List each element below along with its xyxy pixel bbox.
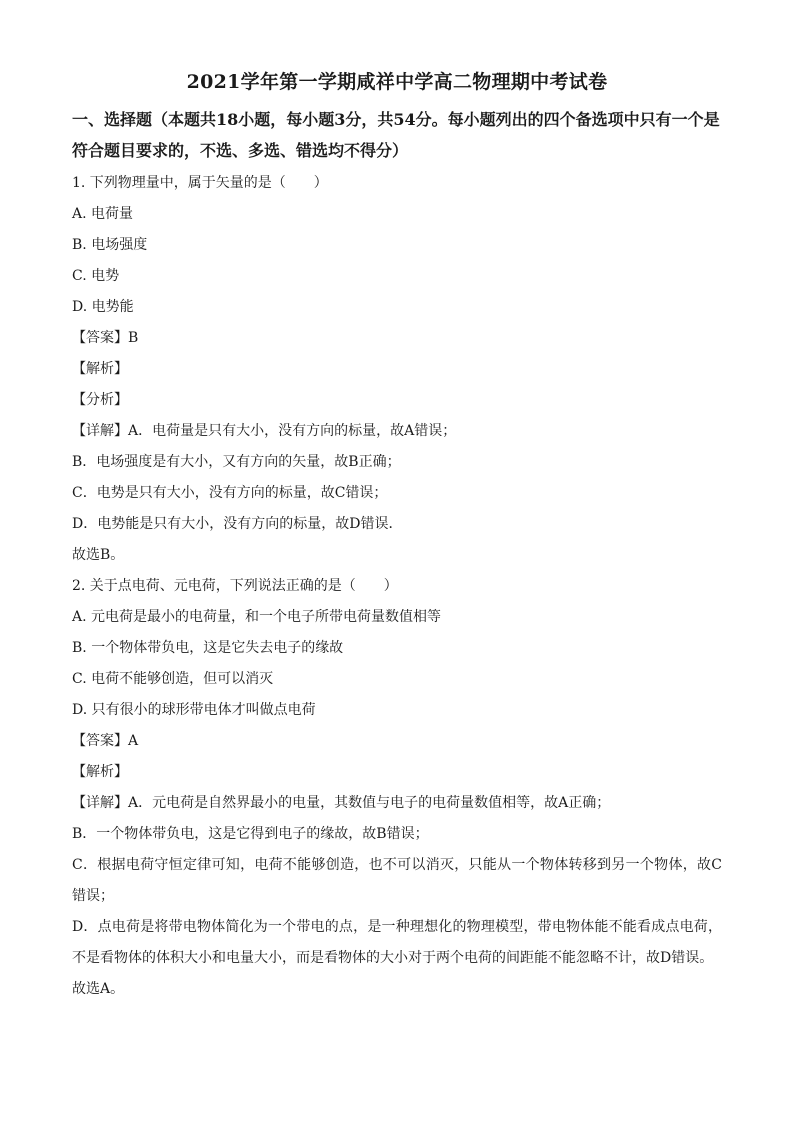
question-1-conclusion: 故选B。: [72, 547, 125, 563]
question-2-option-c: C. 电荷不能够创造，但可以消灭: [72, 671, 274, 687]
question-1-answer: 【答案】B: [72, 330, 139, 346]
question-2-detail-c: C．根据电荷守恒定律可知，电荷不能够创造，也不可以消灭，只能从一个物体转移到另一个物体，故C错误；: [72, 857, 722, 904]
question-2-answer: 【答案】A: [72, 733, 139, 749]
question-2-detail-b: B．一个物体带负电，这是它得到电子的缘故，故B错误；: [72, 826, 429, 842]
question-1-option-a: A. 电荷量: [72, 206, 134, 222]
question-1-detail-b: B．电场强度是有大小，又有方向的矢量，故B正确；: [72, 454, 401, 470]
question-2-conclusion: 故选A。: [72, 981, 125, 997]
question-1-detail-c: C．电势是只有大小，没有方向的标量，故C错误；: [72, 485, 388, 501]
question-1-analysis-label: 【解析】: [72, 361, 128, 377]
question-1-sub-label: 【分析】: [72, 392, 128, 408]
section-heading: 一、选择题（本题共18小题，每小题3分，共54分。每小题列出的四个备选项中只有一个是符合题目要求的，不选、多选、错选均不得分）: [72, 110, 720, 160]
question-2-option-b: B. 一个物体带负电，这是它失去电子的缘故: [72, 640, 344, 656]
question-1-option-c: C. 电势: [72, 268, 120, 284]
question-2-detail-d: D．点电荷是将带电物体简化为一个带电的点，是一种理想化的物理模型，带电物体能不能看成点电荷，不是看物体的体积大小和电量大小，而是看物体的大小对于两个电荷的间距能不能忽略不计，故D错误。: [72, 919, 722, 966]
question-2-option-d: D. 只有很小的球形带电体才叫做点电荷: [72, 702, 316, 718]
question-2-option-a: A. 元电荷是最小的电荷量，和一个电子所带电荷量数值相等: [72, 609, 442, 625]
question-2-analysis-label: 【解析】: [72, 764, 128, 780]
question-1-option-b: B. 电场强度: [72, 237, 148, 253]
question-2-detail-a: 【详解】A．元电荷是自然界最小的电量，其数值与电子的电荷量数值相等，故A正确；: [72, 795, 611, 811]
question-1-option-d: D. 电势能: [72, 299, 134, 315]
question-1-detail-a: 【详解】A．电荷量是只有大小，没有方向的标量，故A错误；: [72, 423, 457, 439]
question-1-detail-d: D．电势能是只有大小，没有方向的标量，故D错误．: [72, 516, 403, 532]
question-2-stem: 2. 关于点电荷、元电荷，下列说法正确的是（ ）: [72, 578, 398, 594]
question-1: [72, 168, 722, 571]
question-1-stem: 1. 下列物理量中，属于矢量的是（ ）: [72, 175, 328, 191]
question-2: [72, 571, 722, 1005]
page-title: 2021学年第一学期咸祥中学高二物理期中考试卷: [186, 71, 608, 93]
